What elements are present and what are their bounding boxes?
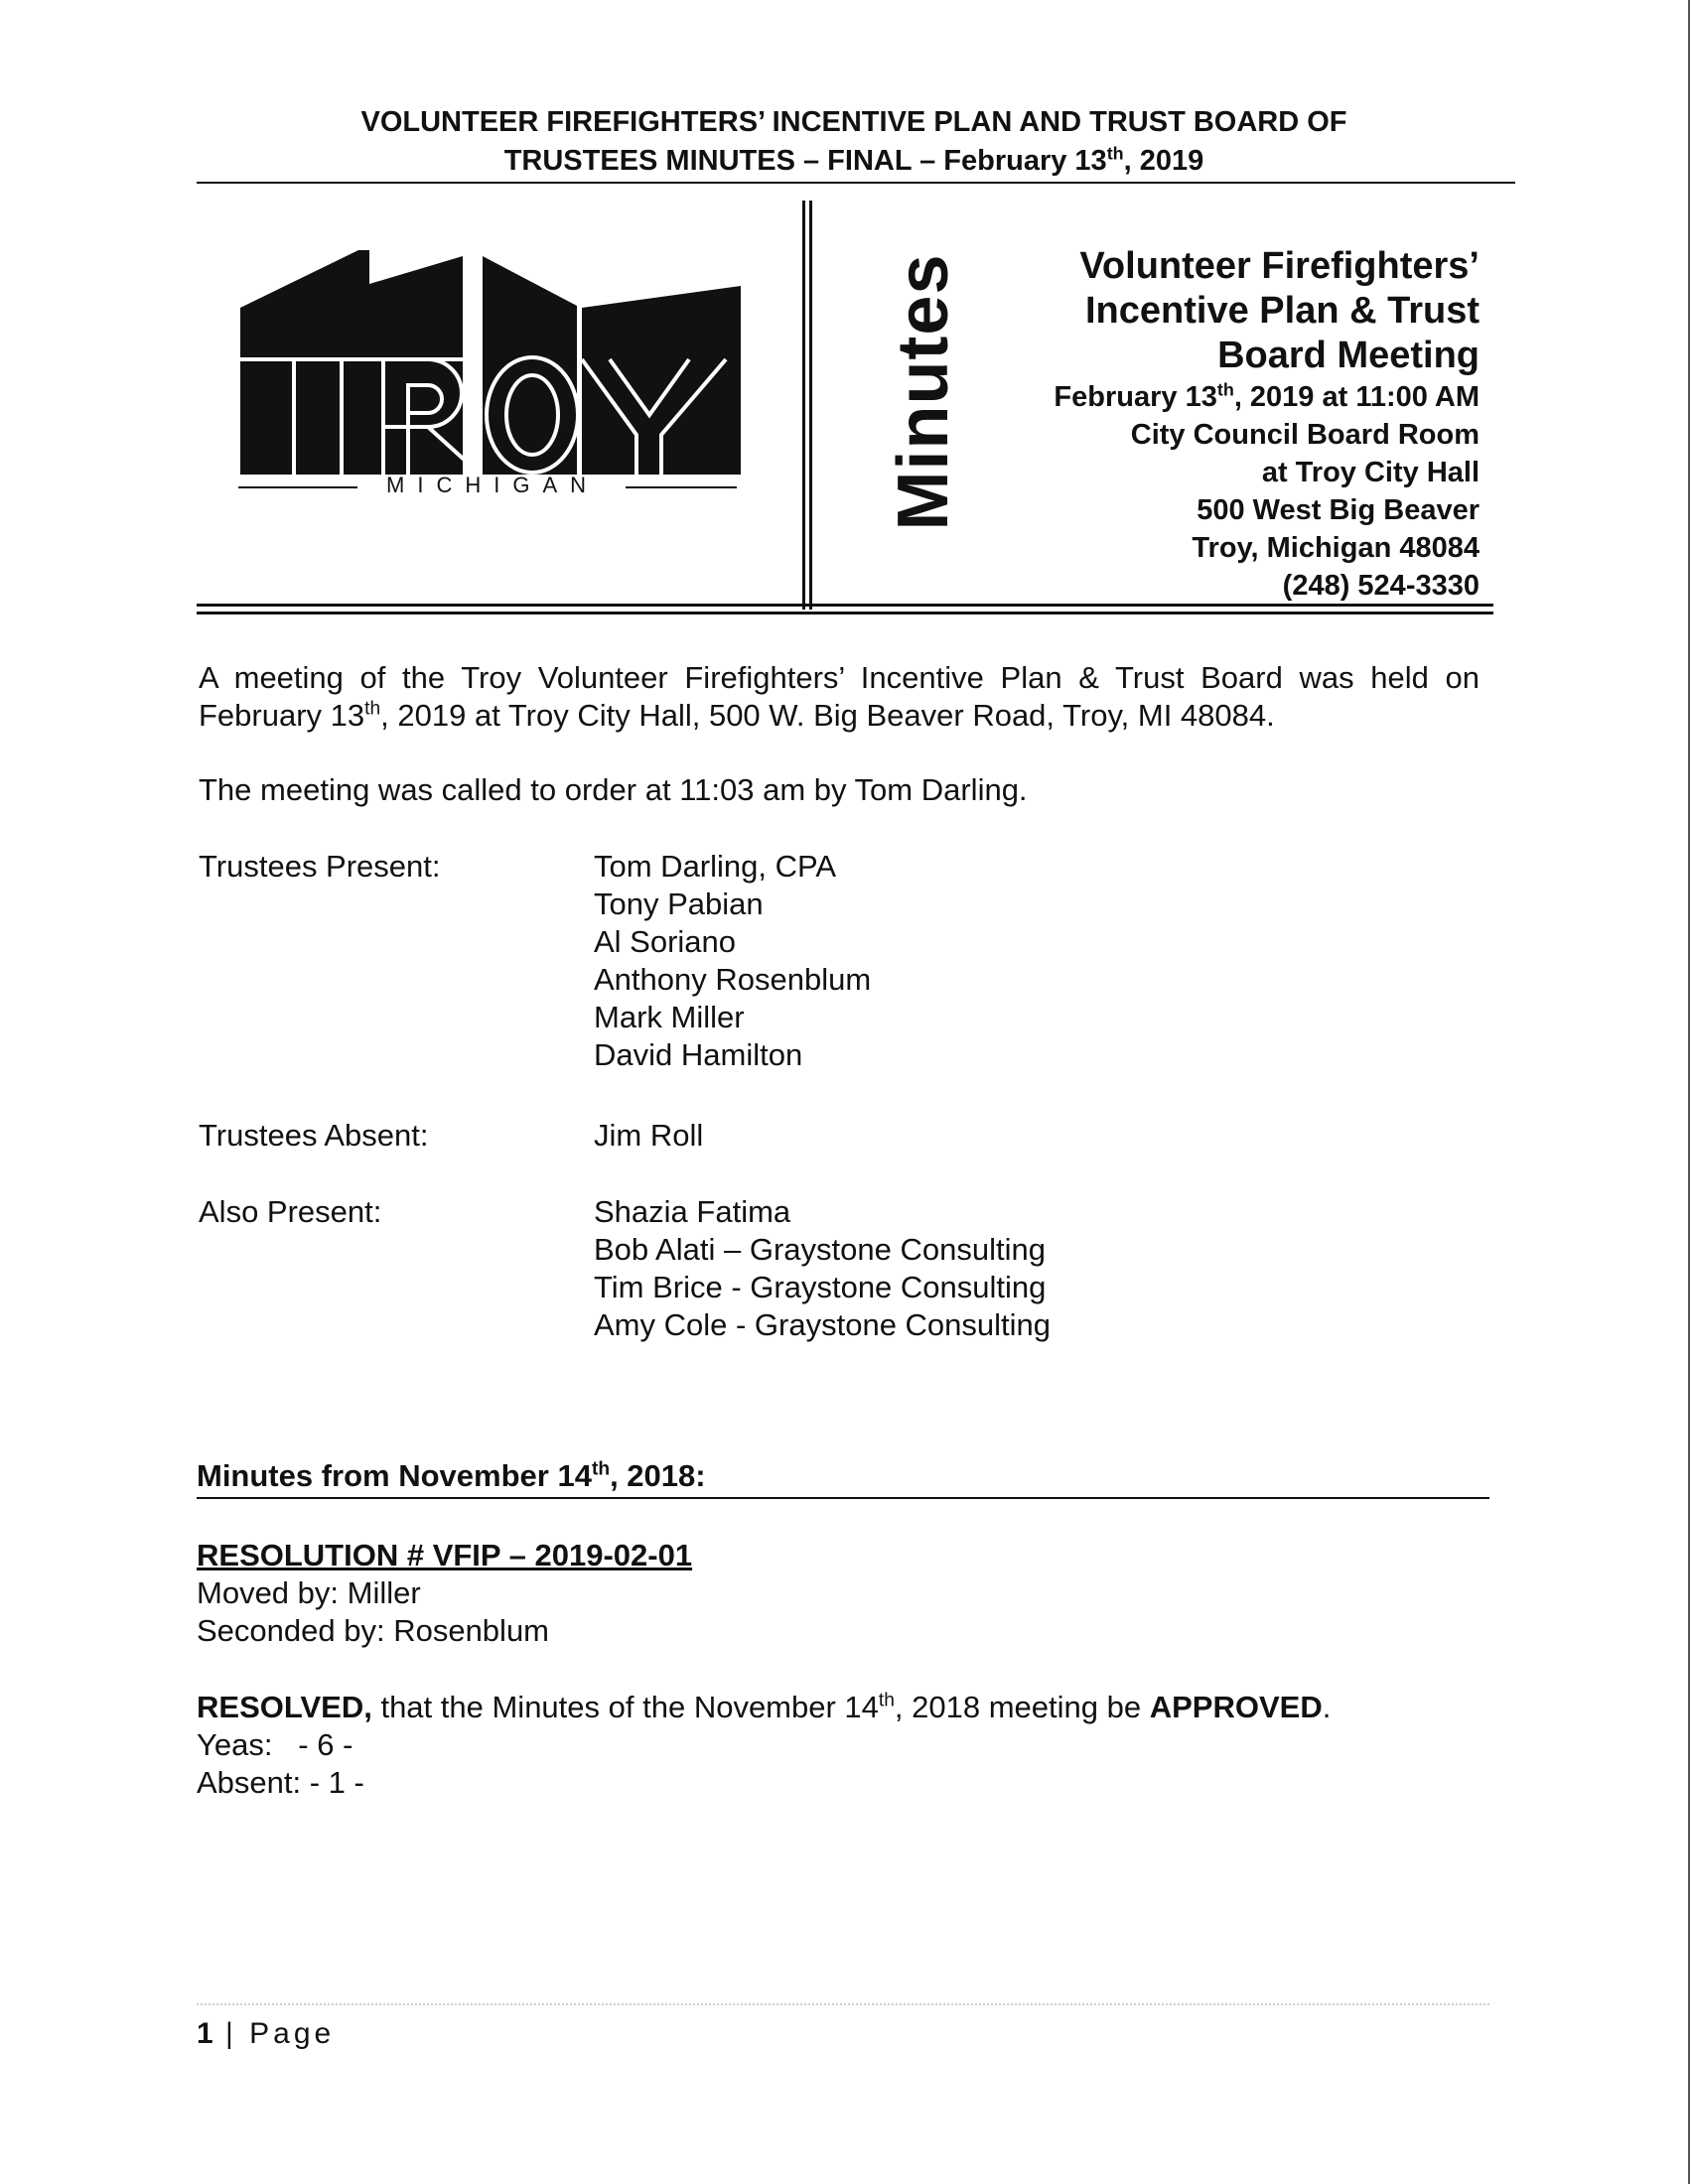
trustees-present-list [594, 848, 871, 1074]
trustees-absent-list [594, 1117, 703, 1155]
logo-right-line [626, 486, 737, 488]
vote-absent: Absent: - 1 - [197, 1765, 364, 1800]
also-present-label: Also Present: [199, 1194, 382, 1229]
meeting-phone: (248) 524-3330 [1282, 570, 1480, 602]
page-number: 1 [197, 2017, 213, 2050]
page-footer [197, 2017, 335, 2051]
meeting-info [884, 244, 1480, 605]
minutes-label: Minutes [884, 253, 963, 531]
list-item: Al Soriano [594, 924, 737, 959]
list-item: Tony Pabian [594, 887, 764, 921]
vote-yeas: Yeas: - 6 - [197, 1727, 353, 1762]
troy-logo-graphic [234, 246, 751, 504]
list-item: Jim Roll [594, 1118, 704, 1153]
meeting-title-line-2: Incentive Plan & Trust [1085, 290, 1480, 332]
page-separator: | [225, 2017, 237, 2050]
trustees-absent-label: Trustees Absent: [199, 1118, 429, 1153]
list-item: Shazia Fatima [594, 1194, 791, 1229]
also-present-list [594, 1193, 1051, 1344]
list-item: Amy Cole - Graystone Consulting [594, 1307, 1052, 1342]
list-item: Mark Miller [594, 1000, 745, 1034]
meeting-title-line-1: Volunteer Firefighters’ [1079, 245, 1480, 287]
meeting-date: February 13th, 2019 at 11:00 AM [1054, 379, 1480, 413]
document-title [189, 103, 1519, 181]
logo-left-line [238, 486, 357, 488]
list-item: Anthony Rosenblum [594, 962, 872, 997]
list-item: Bob Alati – Graystone Consulting [594, 1232, 1046, 1267]
meeting-address-1: 500 West Big Beaver [1197, 494, 1480, 526]
minutes-section-heading: Minutes from November 14th, 2018: [197, 1458, 706, 1493]
title-line-1: VOLUNTEER FIREFIGHTERS’ INCENTIVE PLAN AND TRUST BOARD OF [360, 106, 1347, 138]
meeting-address-2: Troy, Michigan 48084 [1192, 532, 1480, 564]
troy-logo [234, 246, 751, 504]
meeting-location-2: at Troy City Hall [1261, 457, 1480, 488]
list-item: Tim Brice - Graystone Consulting [594, 1270, 1047, 1304]
moved-by: Moved by: Miller [197, 1575, 421, 1610]
logo-subtitle: MICHIGAN [386, 473, 599, 497]
footer-dotted-rule [197, 2003, 1489, 2005]
header-divider-left [802, 201, 805, 610]
list-item: Tom Darling, CPA [594, 849, 837, 884]
intro-paragraph: A meeting of the Troy Volunteer Firefighters’ Incentive Plan & Trust Board was held on February 13th, 2019 at Troy City Hall, 500 W. Big Beaver Road, Troy, MI 48084. [199, 660, 1480, 733]
resolution-title: RESOLUTION # VFIP – 2019-02-01 [197, 1538, 693, 1572]
section-heading-rule [197, 1497, 1489, 1499]
scan-edge [1688, 0, 1690, 2184]
seconded-by: Seconded by: Rosenblum [197, 1613, 550, 1648]
page-label: Page [249, 2017, 336, 2050]
resolved-statement: RESOLVED, that the Minutes of the November 14th, 2018 meeting be APPROVED. [197, 1690, 1332, 1724]
list-item: David Hamilton [594, 1037, 803, 1072]
title-rule [197, 182, 1515, 184]
meeting-location-1: City Council Board Room [1130, 419, 1480, 451]
meeting-title-line-3: Board Meeting [1217, 335, 1480, 376]
header-rule-bottom [197, 612, 1493, 614]
call-to-order: The meeting was called to order at 11:03 am by Tom Darling. [199, 772, 1028, 807]
trustees-present-label: Trustees Present: [199, 849, 441, 884]
header-rule-top [197, 604, 1493, 607]
title-line-2: TRUSTEES MINUTES – FINAL – February 13th, 2019 [503, 143, 1204, 177]
header-divider-right [809, 201, 812, 610]
